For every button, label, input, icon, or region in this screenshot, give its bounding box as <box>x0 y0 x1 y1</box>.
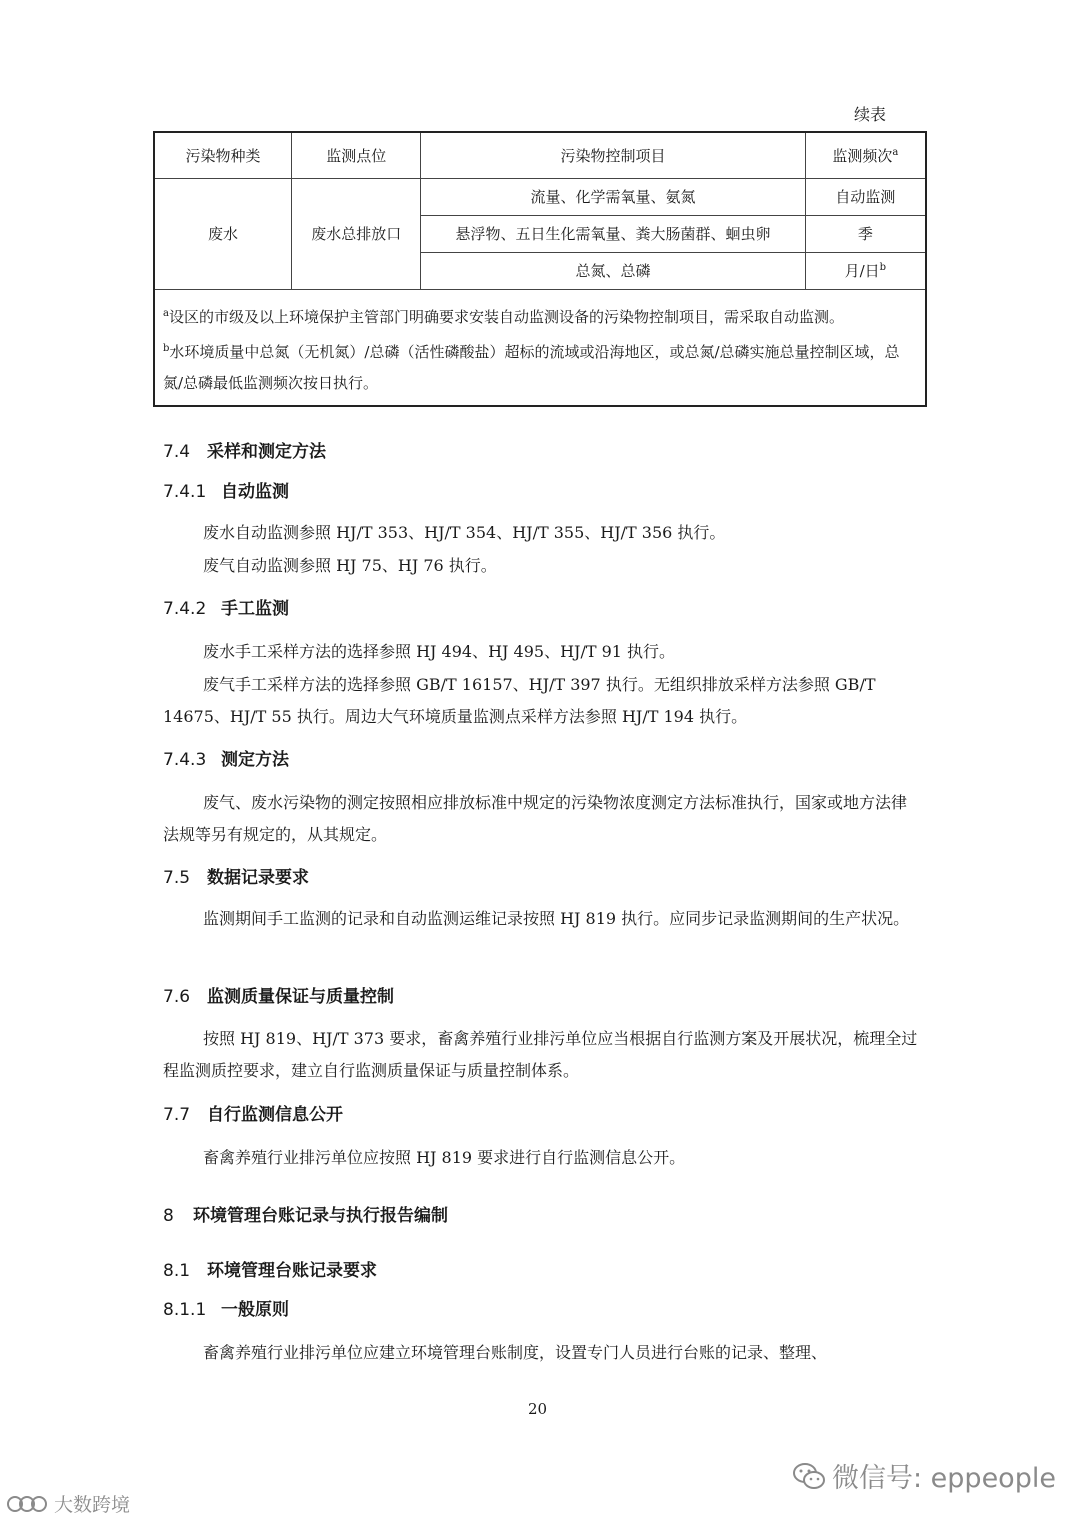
note-text: 设区的市级及以上环境保护主管部门明确要求安装自动监测设备的污染物控制项目，需采取自动监测。 <box>168 307 844 326</box>
header-label: 监测频次 <box>832 146 893 165</box>
heading-title: 自行监测信息公开 <box>207 1105 343 1125</box>
table-notes-row <box>154 289 926 406</box>
heading-title: 测定方法 <box>221 750 289 770</box>
paragraph: 畜禽养殖行业排污单位应建立环境管理台账制度，设置专门人员进行台账的记录、整理、 <box>203 1343 828 1362</box>
freq-cell <box>805 178 926 215</box>
heading-title: 环境管理台账记录与执行报告编制 <box>193 1206 448 1226</box>
header-cell: 污染物控制项目 <box>421 132 805 178</box>
category-cell: 废水 <box>154 178 292 289</box>
heading-7-6 <box>163 982 394 1007</box>
footnote-mark: a <box>892 146 899 158</box>
logo-watermark <box>6 1490 130 1517</box>
heading-number: 7.4.1 <box>163 482 207 502</box>
note-a <box>163 298 915 333</box>
heading-7-4-2 <box>163 594 289 619</box>
heading-title: 自动监测 <box>221 482 289 502</box>
paragraph: 监测期间手工监测的记录和自动监测运维记录按照 HJ 819 执行。应同步记录监测期间的生产状况。 <box>203 909 910 928</box>
header-cell: 污染物种类 <box>154 132 292 178</box>
heading-number: 7.6 <box>163 987 191 1007</box>
paragraph: 废气、废水污染物的测定按照相应排放标准中规定的污染物浓度测定方法标准执行，国家或地方法律法规等另有规定的，从其规定。 <box>163 793 908 844</box>
item-cell: 流量、化学需氧量、氨氮 <box>421 178 805 215</box>
monitoring-table <box>153 131 927 407</box>
continued-label: 续表 <box>854 105 887 124</box>
wechat-id: 微信号: eppeople <box>832 1463 1056 1494</box>
item-cell: 总氮、总磷 <box>421 252 805 289</box>
heading-title: 采样和测定方法 <box>207 442 326 462</box>
heading-7-4-1 <box>163 477 289 502</box>
heading-number: 8.1.1 <box>163 1300 207 1320</box>
paragraph: 废气手工采样方法的选择参照 GB/T 16157、HJ/T 397 执行。无组织排放采样方法参照 GB/T 14675、HJ/T 55 执行。周边大气环境质量监测点采样方法参照 HJ/T 194 执行。 <box>163 675 876 726</box>
point-cell: 废水总排放口 <box>292 178 421 289</box>
note-text: 水环境质量中总氮（无机氮）/总磷（活性磷酸盐）超标的流域或沿海地区，或总氮/总磷实施总量控制区域，总氮/总磷最低监测频次按日执行。 <box>163 342 900 392</box>
freq-cell <box>805 252 926 289</box>
heading-8-1 <box>163 1256 377 1281</box>
paragraph: 废水手工采样方法的选择参照 HJ 494、HJ 495、HJ/T 91 执行。 <box>203 642 676 661</box>
wechat-icon <box>792 1461 826 1491</box>
item-cell: 悬浮物、五日生化需氧量、粪大肠菌群、蛔虫卵 <box>421 215 805 252</box>
heading-7-7 <box>163 1100 343 1125</box>
heading-8-1-1 <box>163 1295 289 1320</box>
freq-value: 月/日 <box>844 262 880 280</box>
wechat-watermark <box>792 1456 1056 1495</box>
heading-title: 环境管理台账记录要求 <box>207 1261 377 1281</box>
freq-value: 季 <box>857 225 873 243</box>
heading-7-5 <box>163 863 309 888</box>
freq-value: 自动监测 <box>835 188 896 206</box>
header-cell: 监测点位 <box>292 132 421 178</box>
heading-7-4-3 <box>163 745 289 770</box>
logo-text: 大数跨境 <box>54 1494 131 1516</box>
heading-title: 监测质量保证与质量控制 <box>207 987 394 1007</box>
heading-title: 手工监测 <box>221 599 289 619</box>
paragraph: 畜禽养殖行业排污单位应按照 HJ 819 要求进行自行监测信息公开。 <box>203 1148 686 1167</box>
table-row <box>154 178 926 215</box>
heading-number: 7.4.2 <box>163 599 207 619</box>
header-cell <box>805 132 926 178</box>
heading-number: 7.7 <box>163 1105 191 1125</box>
paragraph: 按照 HJ 819、HJ/T 373 要求，畜禽养殖行业排污单位应当根据自行监测方案及开展状况，梳理全过程监测质控要求，建立自行监测质量保证与质量控制体系。 <box>163 1029 918 1080</box>
heading-number: 8.1 <box>163 1261 191 1281</box>
page-number: 20 <box>528 1400 548 1418</box>
paragraph: 废气自动监测参照 HJ 75、HJ 76 执行。 <box>203 556 497 575</box>
heading-number: 8 <box>163 1206 174 1226</box>
heading-number: 7.4 <box>163 442 191 462</box>
footnote-mark: b <box>163 342 170 354</box>
footnote-mark: b <box>879 262 887 273</box>
heading-title: 数据记录要求 <box>207 868 309 888</box>
table-notes <box>154 289 926 406</box>
paragraph: 废水自动监测参照 HJ/T 353、HJ/T 354、HJ/T 355、HJ/T 356 执行。 <box>203 523 726 542</box>
heading-number: 7.4.3 <box>163 750 207 770</box>
heading-7-4 <box>163 437 326 462</box>
footnote-mark: a <box>163 307 169 319</box>
freq-cell <box>805 215 926 252</box>
logo-icon <box>6 1493 48 1515</box>
heading-8 <box>163 1201 448 1226</box>
heading-number: 7.5 <box>163 868 191 888</box>
heading-title: 一般原则 <box>221 1300 289 1320</box>
note-b <box>163 333 915 399</box>
table-header-row <box>154 132 926 178</box>
